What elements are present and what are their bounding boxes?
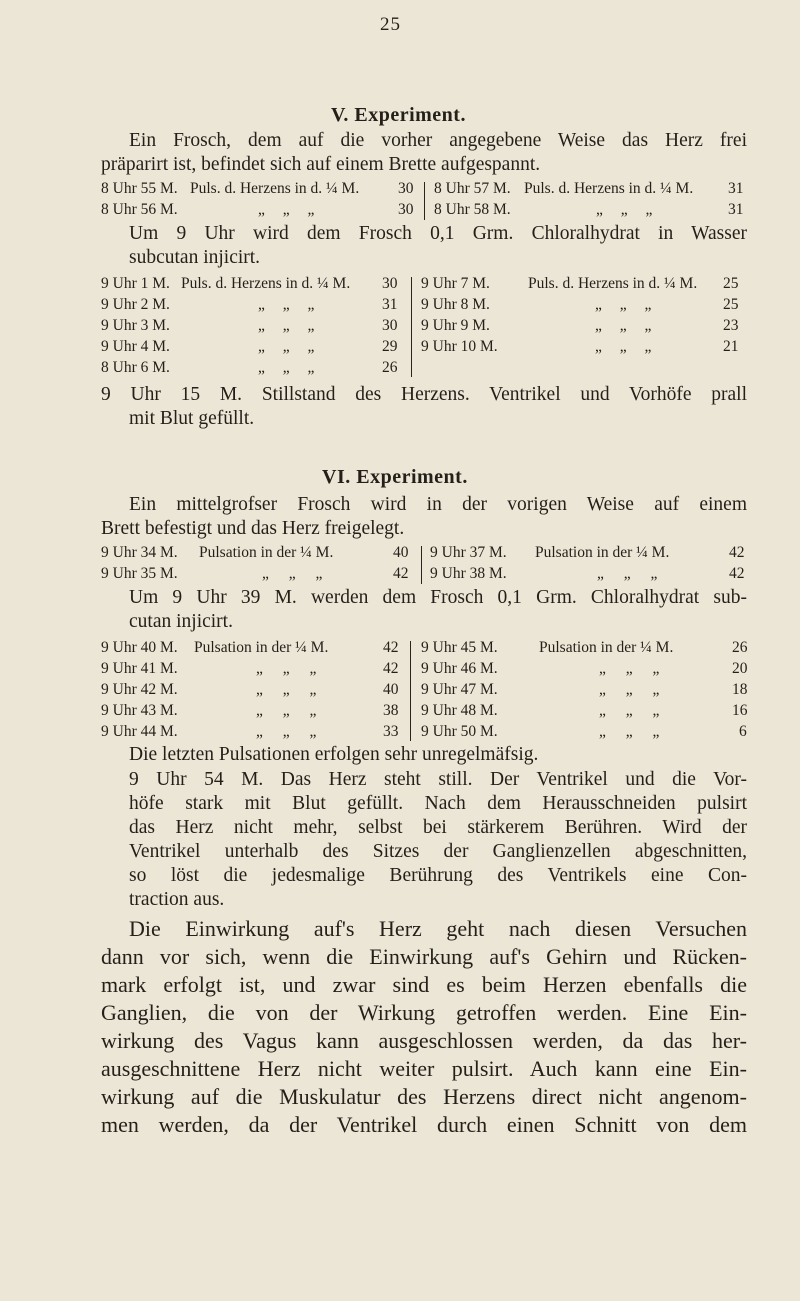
conclusion-line-6: ausgeschnittene Herz nicht weiter pulsirt. Auch kann eine Ein- [101, 1056, 747, 1081]
exp6-after-line-5: Ventrikel unterhalb des Sitzes der Ganglienzellen abgeschnitten, [129, 841, 747, 862]
table-time: 9 Uhr 43 M. [101, 702, 178, 719]
table-label: „ „ „ [599, 660, 660, 677]
exp6-after-line-7: traction aus. [129, 889, 225, 910]
table-value: 30 [382, 317, 398, 334]
table-time: 9 Uhr 35 M. [101, 565, 178, 582]
table-label: Puls. d. Herzens in d. ¼ M. [181, 275, 351, 292]
table-time: 9 Uhr 44 M. [101, 723, 178, 740]
table-value: 26 [382, 359, 398, 376]
exp5-mid-line-2: subcutan injicirt. [129, 247, 261, 268]
exp6-intro-line-1: Ein mittelgrofser Frosch wird in der vorigen Weise auf einem [129, 494, 747, 515]
table-label: „ „ „ [595, 317, 652, 334]
exp6-after-line-1: Die letzten Pulsationen erfolgen sehr unregelmäfsig. [129, 744, 539, 765]
table-value: 40 [393, 544, 409, 561]
table-value: 42 [393, 565, 409, 582]
table-value: 25 [723, 275, 739, 292]
exp5-intro-line-2: präparirt ist, befindet sich auf einem Brette aufgespannt. [101, 154, 541, 175]
table-label: Puls. d. Herzens in d. ¼ M. [524, 180, 694, 197]
conclusion-line-1: Die Einwirkung auf's Herz geht nach diesen Versuchen [129, 916, 747, 941]
table-time: 9 Uhr 37 M. [430, 544, 507, 561]
table-label: „ „ „ [256, 660, 317, 677]
table-time: 9 Uhr 48 M. [421, 702, 498, 719]
table-time: 9 Uhr 50 M. [421, 723, 498, 740]
table-label: „ „ „ [258, 296, 315, 313]
table-value: 30 [398, 201, 414, 218]
table-value: 31 [728, 201, 744, 218]
table-value: 31 [382, 296, 398, 313]
table-label: „ „ „ [256, 723, 317, 740]
table-value: 23 [723, 317, 739, 334]
table-value: 31 [728, 180, 744, 197]
exp5-mid-line-1: Um 9 Uhr wird dem Frosch 0,1 Grm. Chloralhydrat in Wasser [129, 223, 747, 244]
table-time: 9 Uhr 41 M. [101, 660, 178, 677]
table-value: 21 [723, 338, 739, 355]
exp6-mid-line-1: Um 9 Uhr 39 M. werden dem Frosch 0,1 Grm. Chloralhydrat sub- [129, 587, 747, 608]
exp6-after-line-4: das Herz nicht mehr, selbst bei stärkerem Berühren. Wird der [129, 817, 747, 838]
table-value: 42 [383, 639, 399, 656]
column-divider [411, 277, 412, 377]
table-label: „ „ „ [262, 565, 323, 582]
experiment-6-heading: VI. Experiment. [322, 466, 468, 488]
table-label: „ „ „ [258, 359, 315, 376]
table-label: „ „ „ [596, 201, 653, 218]
table-value: 40 [383, 681, 399, 698]
column-divider [410, 641, 411, 741]
table-time: 9 Uhr 4 M. [101, 338, 170, 355]
table-value: 33 [383, 723, 399, 740]
exp5-end-line-1: 9 Uhr 15 M. Stillstand des Herzens. Ventrikel und Vorhöfe prall [101, 384, 747, 405]
table-label: Pulsation in der ¼ M. [535, 544, 670, 561]
table-label: Puls. d. Herzens in d. ¼ M. [528, 275, 698, 292]
exp6-after-line-3: höfe stark mit Blut gefüllt. Nach dem Herausschneiden pulsirt [129, 793, 747, 814]
exp6-after-line-2: 9 Uhr 54 M. Das Herz steht still. Der Ventrikel und die Vor- [129, 769, 747, 790]
conclusion-line-3: mark erfolgt ist, und zwar sind es beim Herzen ebenfalls die [101, 972, 747, 997]
conclusion-line-8: men werden, da der Ventrikel durch einen Schnitt von dem [101, 1112, 747, 1137]
table-value: 42 [383, 660, 399, 677]
table-time: 9 Uhr 2 M. [101, 296, 170, 313]
table-time: 9 Uhr 42 M. [101, 681, 178, 698]
table-label: Pulsation in der ¼ M. [539, 639, 674, 656]
conclusion-line-7: wirkung auf die Muskulatur des Herzens direct nicht angenom- [101, 1084, 747, 1109]
table-time: 9 Uhr 40 M. [101, 639, 178, 656]
conclusion-line-4: Ganglien, die von der Wirkung getroffen werden. Eine Ein- [101, 1000, 747, 1025]
table-label: „ „ „ [258, 317, 315, 334]
table-time: 9 Uhr 9 M. [421, 317, 490, 334]
table-value: 42 [729, 544, 745, 561]
table-time: 8 Uhr 6 M. [101, 359, 170, 376]
table-time: 9 Uhr 47 M. [421, 681, 498, 698]
table-label: „ „ „ [258, 201, 315, 218]
table-value: 20 [732, 660, 748, 677]
table-time: 9 Uhr 7 M. [421, 275, 490, 292]
table-value: 42 [729, 565, 745, 582]
table-value: 18 [732, 681, 748, 698]
table-time: 9 Uhr 38 M. [430, 565, 507, 582]
table-label: „ „ „ [258, 338, 315, 355]
table-time: 8 Uhr 57 M. [434, 180, 511, 197]
table-value: 29 [382, 338, 398, 355]
table-label: Pulsation in der ¼ M. [199, 544, 334, 561]
exp5-end-line-2: mit Blut gefüllt. [129, 408, 255, 429]
conclusion-line-2: dann vor sich, wenn die Einwirkung auf's Gehirn und Rücken- [101, 944, 747, 969]
table-label: „ „ „ [256, 702, 317, 719]
table-time: 9 Uhr 34 M. [101, 544, 178, 561]
table-label: „ „ „ [599, 723, 660, 740]
column-divider [424, 182, 425, 220]
table-value: 25 [723, 296, 739, 313]
table-time: 8 Uhr 56 M. [101, 201, 178, 218]
table-value: 16 [732, 702, 748, 719]
exp5-intro-line-1: Ein Frosch, dem auf die vorher angegebene Weise das Herz frei [129, 130, 747, 151]
conclusion-line-5: wirkung des Vagus kann ausgeschlossen werden, da das her- [101, 1028, 747, 1053]
table-label: „ „ „ [595, 296, 652, 313]
table-label: „ „ „ [256, 681, 317, 698]
table-label: „ „ „ [599, 702, 660, 719]
table-time: 9 Uhr 10 M. [421, 338, 498, 355]
exp6-mid-line-2: cutan injicirt. [129, 611, 233, 632]
table-time: 8 Uhr 58 M. [434, 201, 511, 218]
exp6-after-line-6: so löst die jedesmalige Berührung des Ventrikels eine Con- [129, 865, 747, 886]
table-label: „ „ „ [595, 338, 652, 355]
experiment-5-heading: V. Experiment. [331, 104, 466, 126]
table-time: 9 Uhr 46 M. [421, 660, 498, 677]
table-time: 9 Uhr 1 M. [101, 275, 170, 292]
table-label: Puls. d. Herzens in d. ¼ M. [190, 180, 360, 197]
table-label: „ „ „ [597, 565, 658, 582]
column-divider [421, 546, 422, 584]
page-number: 25 [380, 14, 401, 35]
table-time: 9 Uhr 8 M. [421, 296, 490, 313]
table-label: „ „ „ [599, 681, 660, 698]
exp6-intro-line-2: Brett befestigt und das Herz freigelegt. [101, 518, 405, 539]
table-value: 30 [382, 275, 398, 292]
table-value: 6 [739, 723, 747, 740]
table-value: 38 [383, 702, 399, 719]
table-time: 9 Uhr 3 M. [101, 317, 170, 334]
table-value: 26 [732, 639, 748, 656]
table-value: 30 [398, 180, 414, 197]
table-time: 9 Uhr 45 M. [421, 639, 498, 656]
table-time: 8 Uhr 55 M. [101, 180, 178, 197]
table-label: Pulsation in der ¼ M. [194, 639, 329, 656]
